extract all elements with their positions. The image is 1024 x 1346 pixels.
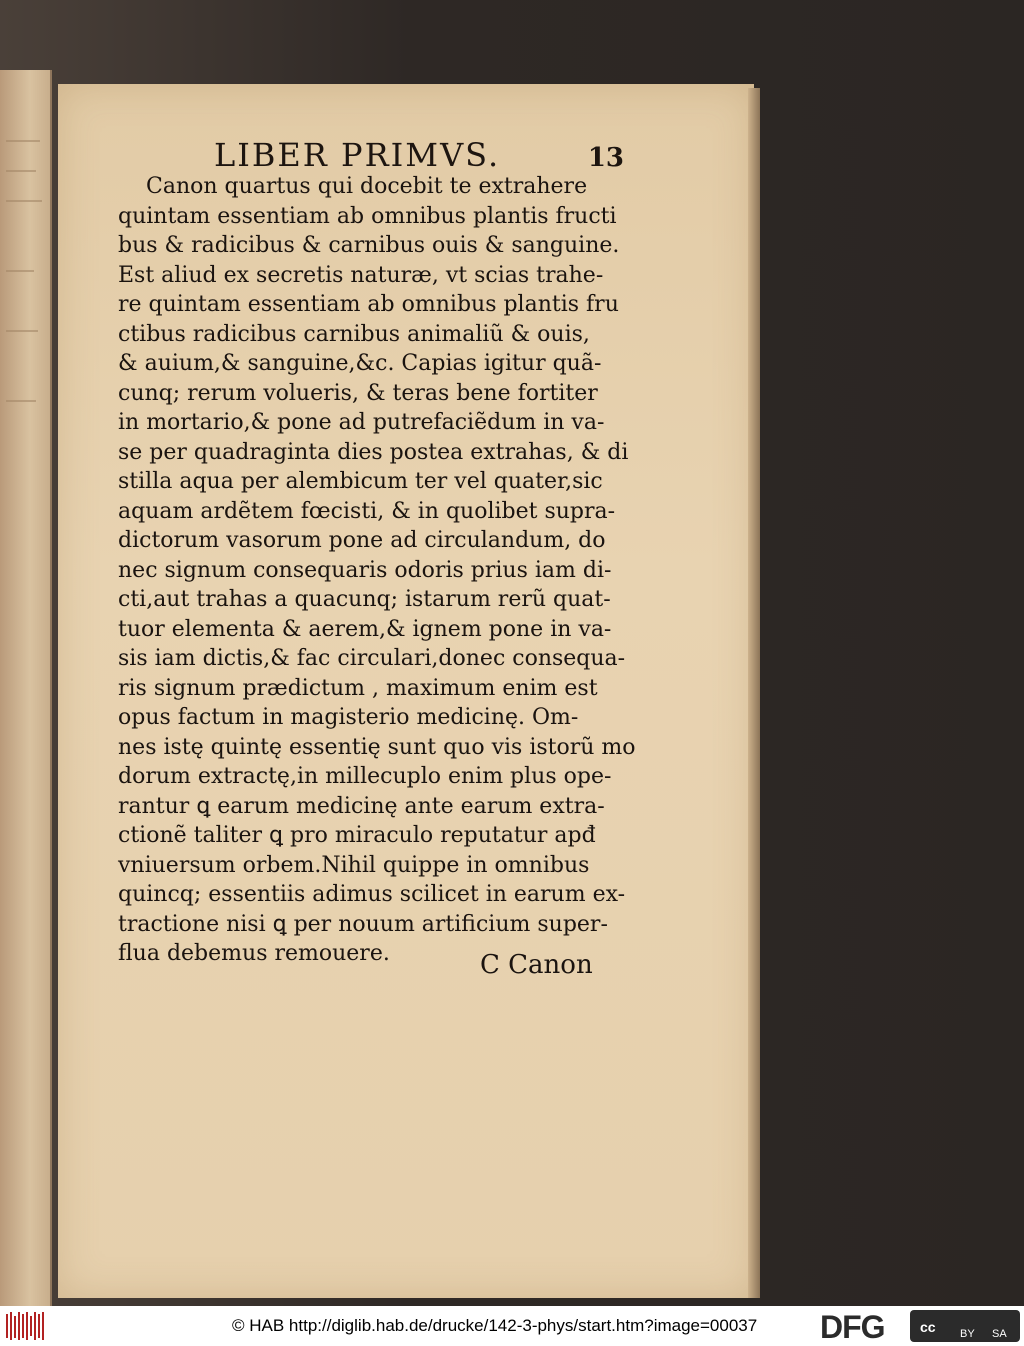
text-line: quintam essentiam ab omnibus plantis fructi — [118, 203, 617, 229]
text-line: dictorum vasorum pone ad circulandum, do — [118, 528, 606, 553]
text-line: nec signum consequaris odoris prius iam di- — [118, 557, 612, 583]
text-line: cunq; rerum volueris, & teras bene fortiter — [118, 380, 598, 406]
dfg-logo: DFG — [820, 1309, 885, 1345]
text-line: ctionẽ taliter ꝗ pro miraculo reputatur apđ — [118, 823, 596, 848]
text-line: nes istę quintę essentię sunt quo vis istorũ mo — [118, 734, 636, 760]
text-line: Canon quartus qui docebit te extrahere — [146, 174, 588, 199]
catchword: C Canon — [480, 950, 593, 980]
cc-sa-label: SA — [992, 1328, 1007, 1340]
viewer-footer — [0, 1306, 1024, 1346]
page-header — [214, 136, 624, 176]
text-line: ctibus radicibus carnibus animaliũ & ouis, — [118, 321, 590, 347]
cc-label: cc — [920, 1319, 936, 1335]
copyright-link[interactable]: © HAB http://diglib.hab.de/drucke/142-3-phys/start.htm?image=00037 — [232, 1316, 758, 1335]
folio-number: 13 — [587, 143, 624, 173]
text-line: quincq; essentiis adimus scilicet in earum ex- — [118, 882, 626, 907]
text-line: opus factum in magisterio medicinę. Om- — [118, 705, 579, 730]
text-line: aquam ardẽtem fœcisti, & in quolibet supra- — [118, 498, 616, 524]
text-line: bus & radicibus & carnibus ouis & sanguine. — [118, 233, 620, 258]
text-line: se per quadraginta dies postea extrahas, & di — [118, 439, 629, 465]
text-line: & auium,& sanguine,&c. Capias igitur quã- — [118, 351, 602, 376]
facing-page-edge — [0, 70, 52, 1306]
text-line: tuor elementa & aerem,& ignem pone in va- — [118, 616, 612, 642]
text-line: flua debemus remouere. — [118, 941, 390, 966]
text-line: vniuersum orbem.Nihil quippe in omnibus — [118, 852, 590, 878]
running-head: LIBER PRIMVS. — [214, 136, 501, 174]
text-line: tractione nisi ꝗ per nouum artificium super- — [118, 911, 608, 937]
text-line: cti,aut trahas a quacunq; istarum rerũ quat- — [118, 587, 611, 612]
body-text — [118, 172, 636, 969]
creative-commons-badge[interactable] — [910, 1310, 1020, 1342]
text-line: Est aliud ex secretis naturæ, vt scias trahe- — [118, 262, 604, 288]
text-line: sis iam dictis,& fac circulari,donec consequa- — [118, 646, 626, 671]
text-line: in mortario,& pone ad putrefaciẽdum in va- — [118, 410, 605, 435]
text-line: re quintam essentiam ab omnibus plantis fru — [118, 292, 619, 317]
text-line: ris signum prædictum , maximum enim est — [118, 675, 598, 701]
text-line: dorum extractę,in millecuplo enim plus ope- — [118, 764, 612, 789]
hab-logo-icon — [6, 1312, 46, 1340]
page-fore-edge — [748, 88, 760, 1298]
text-line: rantur ꝗ earum medicinę ante earum extra- — [118, 793, 605, 819]
cc-by-label: BY — [960, 1328, 975, 1340]
text-line: stilla aqua per alembicum ter vel quater,sic — [118, 469, 603, 494]
